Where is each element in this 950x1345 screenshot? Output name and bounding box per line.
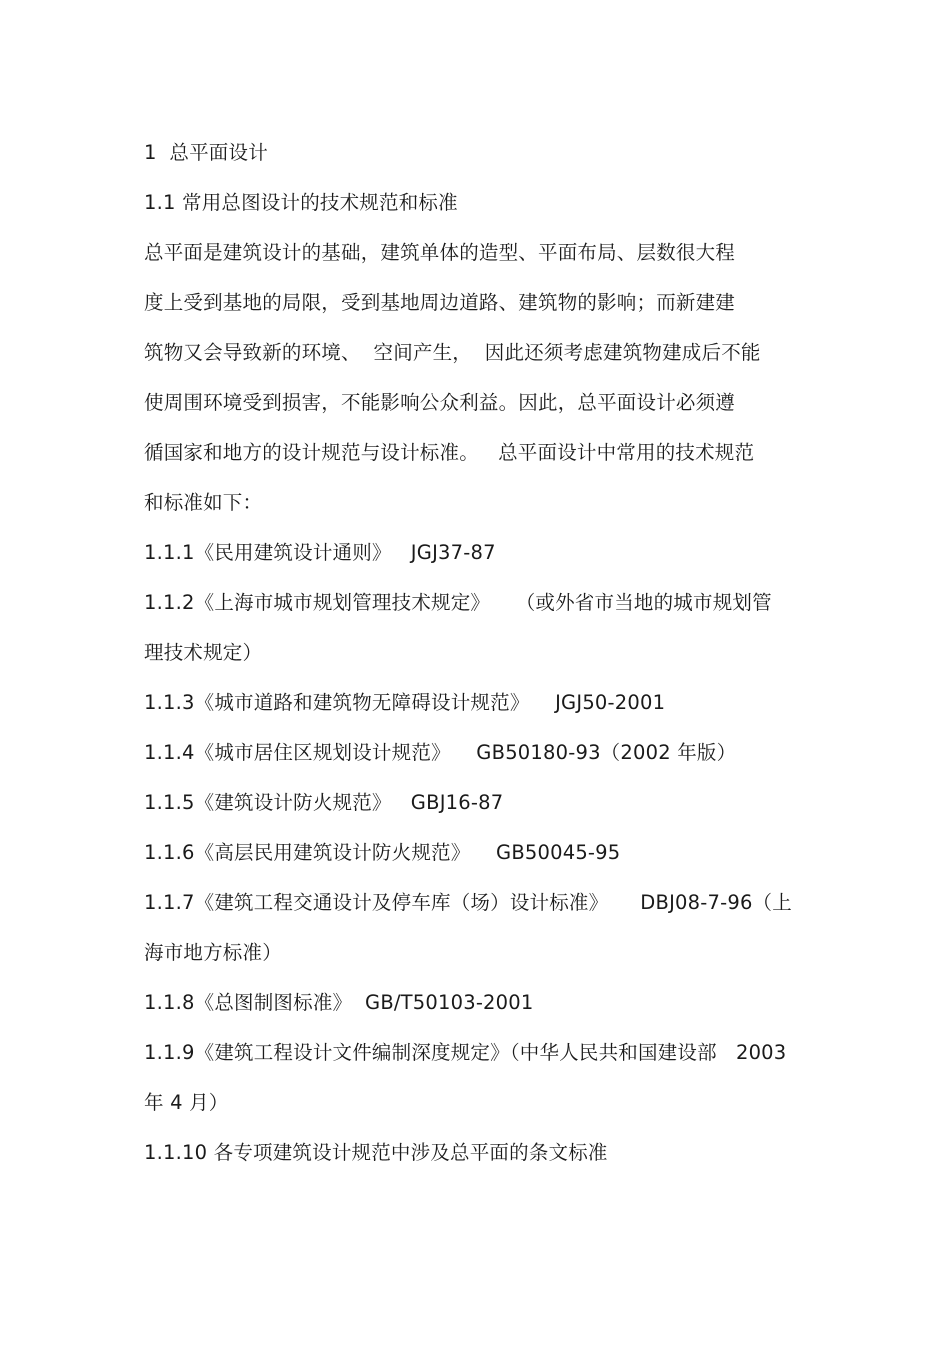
subsection-heading: 1.1 常用总图设计的技术规范和标准 [144, 191, 458, 214]
standard-list-item: 1.1.1《民用建筑设计通则》 JGJ37-87 [144, 541, 496, 564]
standard-list-item: 1.1.9《建筑工程设计文件编制深度规定》（中华人民共和国建设部 2003 [144, 1041, 787, 1064]
standard-list-item: 1.1.2《上海市城市规划管理技术规定》 （或外省市当地的城市规划管 [144, 591, 772, 614]
standard-list-item: 1.1.7《建筑工程交通设计及停车库（场）设计标准》 DBJ08-7-96（上 [144, 891, 792, 914]
standard-list-item: 1.1.5《建筑设计防火规范》 GBJ16-87 [144, 791, 504, 814]
standard-list-item: 1.1.6《高层民用建筑设计防火规范》 GB50045-95 [144, 841, 621, 864]
document-body [144, 128, 824, 1178]
paragraph-line: 循国家和地方的设计规范与设计标准。 总平面设计中常用的技术规范 [144, 441, 755, 464]
standard-list-item: 1.1.10 各专项建筑设计规范中涉及总平面的条文标准 [144, 1141, 608, 1164]
paragraph-line: 和标准如下： [144, 491, 263, 514]
standard-list-item-continuation: 海市地方标准） [144, 941, 282, 964]
standard-list-item: 1.1.4《城市居住区规划设计规范》 GB50180-93（2002 年版） [144, 741, 737, 764]
paragraph-line: 总平面是建筑设计的基础，建筑单体的造型、平面布局、层数很大程 [144, 241, 736, 264]
paragraph-line: 使周围环境受到损害，不能影响公众利益。因此，总平面设计必须遵 [144, 391, 736, 414]
paragraph-line: 度上受到基地的局限，受到基地周边道路、建筑物的影响；而新建建 [144, 291, 736, 314]
standard-list-item: 1.1.3《城市道路和建筑物无障碍设计规范》 JGJ50-2001 [144, 691, 666, 714]
paragraph-line: 筑物又会导致新的环境、 空间产生， 因此还须考虑建筑物建成后不能 [144, 341, 761, 364]
standard-list-item-continuation: 年 4 月） [144, 1091, 229, 1114]
section-heading: 1 总平面设计 [144, 141, 268, 164]
standard-list-item-continuation: 理技术规定） [144, 641, 263, 664]
standard-list-item: 1.1.8《总图制图标准》 GB/T50103-2001 [144, 991, 534, 1014]
